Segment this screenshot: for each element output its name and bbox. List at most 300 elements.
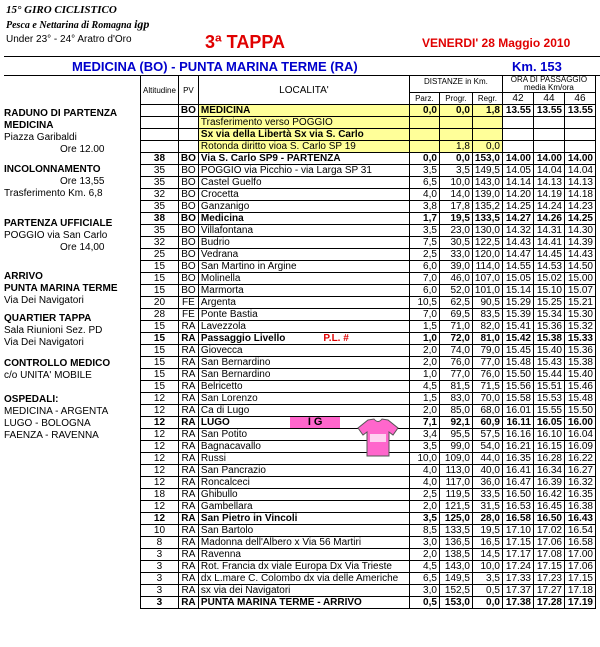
row-time-44: 17.23 (533, 573, 564, 585)
row-altitude: 12 (141, 405, 179, 417)
row-locality (198, 261, 409, 273)
row-parz: 2,0 (409, 501, 439, 513)
info-line: PUNTA MARINA TERME (4, 283, 118, 294)
route-km: Km. 153 (512, 59, 562, 74)
row-time-44: 15.10 (533, 285, 564, 297)
row-locality (198, 117, 409, 129)
info-heading: CONTROLLO MEDICO (4, 358, 111, 369)
row-time-44: 16.39 (533, 477, 564, 489)
row-progr: 152,5 (439, 585, 472, 597)
col-parz: Parz. (409, 93, 439, 105)
row-parz: 1,7 (409, 213, 439, 225)
row-time-46: 14.23 (564, 201, 595, 213)
table-row (141, 309, 596, 321)
row-time-42: 14.20 (502, 189, 533, 201)
row-time-44: 14.41 (533, 237, 564, 249)
row-time-42: 14.55 (502, 261, 533, 273)
row-regr (472, 129, 502, 141)
row-time-44: 15.43 (533, 357, 564, 369)
row-regr: 83,5 (472, 309, 502, 321)
row-time-42: 16.35 (502, 453, 533, 465)
info-line: Via Dei Navigatori (4, 337, 84, 348)
event-title: 15° GIRO CICLISTICO (6, 4, 117, 16)
row-time-42: 16.58 (502, 513, 533, 525)
row-locality (198, 369, 409, 381)
row-time-46: 15.32 (564, 321, 595, 333)
row-regr: 0,0 (472, 141, 502, 153)
table-row (141, 141, 596, 153)
locality-name: Molinella (200, 273, 241, 284)
row-locality (198, 105, 409, 117)
col-ora-label: ORA DI PASSAGGIO (510, 75, 588, 84)
locality-name: Ganzanigo (200, 201, 250, 212)
col-regr: Regr. (472, 93, 502, 105)
locality-name: San Bernardino (200, 357, 271, 368)
row-time-42: 16.11 (502, 417, 533, 429)
row-locality (198, 501, 409, 513)
table-row (141, 333, 596, 345)
row-parz: 2,0 (409, 405, 439, 417)
row-time-44: 17.06 (533, 537, 564, 549)
row-progr: 81,5 (439, 381, 472, 393)
row-altitude: 12 (141, 465, 179, 477)
row-altitude: 35 (141, 165, 179, 177)
row-province: BO (178, 165, 198, 177)
info-heading: ARRIVO (4, 271, 43, 282)
locality-name: San Bernardino (200, 369, 271, 380)
row-province: RA (178, 537, 198, 549)
info-line: POGGIO via San Carlo (4, 230, 108, 241)
row-regr: 153,0 (472, 153, 502, 165)
row-time-42: 16.21 (502, 441, 533, 453)
row-time-44 (533, 141, 564, 153)
row-time-46: 15.40 (564, 369, 595, 381)
row-altitude: 12 (141, 453, 179, 465)
locality-name: Ca di Lugo (200, 405, 250, 416)
row-parz: 2,0 (409, 357, 439, 369)
table-row (141, 249, 596, 261)
row-locality (198, 381, 409, 393)
row-altitude (141, 141, 179, 153)
row-province: BO (178, 225, 198, 237)
row-time-46: 14.04 (564, 165, 595, 177)
row-progr: 1,8 (439, 141, 472, 153)
row-time-44: 15.53 (533, 393, 564, 405)
row-locality (198, 273, 409, 285)
row-province (178, 117, 198, 129)
row-time-46 (564, 129, 595, 141)
locality-name: Via S. Carlo SP9 - PARTENZA (200, 153, 341, 164)
row-time-44: 17.02 (533, 525, 564, 537)
row-altitude: 35 (141, 201, 179, 213)
row-locality (198, 345, 409, 357)
row-progr: 109,0 (439, 453, 472, 465)
row-altitude: 20 (141, 297, 179, 309)
row-province: BO (178, 189, 198, 201)
row-regr: 14,5 (472, 549, 502, 561)
row-progr: 33,0 (439, 249, 472, 261)
row-altitude (141, 105, 179, 117)
row-time-42: 17.17 (502, 549, 533, 561)
locality-name: LUGO (200, 417, 230, 428)
col-localita: LOCALITA' (198, 76, 409, 105)
info-line: LUGO - BOLOGNA (4, 418, 91, 429)
row-time-42: 15.05 (502, 273, 533, 285)
row-province: BO (178, 201, 198, 213)
row-progr: 143,0 (439, 561, 472, 573)
row-altitude: 12 (141, 513, 179, 525)
row-regr: 54,0 (472, 441, 502, 453)
row-province: BO (178, 273, 198, 285)
table-row (141, 393, 596, 405)
row-time-44 (533, 117, 564, 129)
row-province: RA (178, 357, 198, 369)
locality-name: Gambellara (200, 501, 253, 512)
row-time-46 (564, 117, 595, 129)
row-time-46: 14.30 (564, 225, 595, 237)
row-province: RA (178, 501, 198, 513)
row-province: RA (178, 585, 198, 597)
locality-name: Giovecca (200, 345, 243, 356)
row-parz: 6,0 (409, 285, 439, 297)
row-progr: 71,0 (439, 321, 472, 333)
row-parz: 0,0 (409, 105, 439, 117)
row-regr: 0,5 (472, 585, 502, 597)
row-altitude: 35 (141, 177, 179, 189)
row-time-44: 14.19 (533, 189, 564, 201)
row-time-42: 17.10 (502, 525, 533, 537)
row-regr: 70,0 (472, 393, 502, 405)
row-time-46: 15.36 (564, 345, 595, 357)
row-altitude: 15 (141, 321, 179, 333)
row-parz: 6,5 (409, 177, 439, 189)
row-progr: 83,0 (439, 393, 472, 405)
row-time-42: 15.42 (502, 333, 533, 345)
row-time-44: 16.10 (533, 429, 564, 441)
row-province: RA (178, 465, 198, 477)
row-province: RA (178, 441, 198, 453)
row-province: RA (178, 453, 198, 465)
row-locality (198, 297, 409, 309)
row-parz: 2,0 (409, 549, 439, 561)
row-province: BO (178, 153, 198, 165)
row-altitude: 32 (141, 237, 179, 249)
row-province: BO (178, 213, 198, 225)
row-locality (198, 561, 409, 573)
locality-name: Argenta (200, 297, 236, 308)
row-regr: 19,5 (472, 525, 502, 537)
table-row (141, 489, 596, 501)
row-progr: 153,0 (439, 597, 472, 609)
row-progr: 95,5 (439, 429, 472, 441)
row-parz: 7,5 (409, 237, 439, 249)
stage-date: VENERDI' 28 Maggio 2010 (422, 36, 571, 50)
row-time-44: 14.31 (533, 225, 564, 237)
row-province: BO (178, 237, 198, 249)
row-progr: 10,0 (439, 177, 472, 189)
col-pv: PV (178, 76, 198, 105)
row-time-46: 16.35 (564, 489, 595, 501)
row-time-46: 15.30 (564, 309, 595, 321)
row-altitude: 15 (141, 261, 179, 273)
table-row (141, 225, 596, 237)
row-locality (198, 321, 409, 333)
locality-name: Rotonda diritto vioa S. Carlo SP 19 (200, 141, 356, 152)
locality-name: San Pancrazio (200, 465, 266, 476)
row-time-42 (502, 117, 533, 129)
row-progr: 19,5 (439, 213, 472, 225)
row-time-44: 15.34 (533, 309, 564, 321)
row-regr: 60,9 (472, 417, 502, 429)
row-progr (439, 129, 472, 141)
row-parz: 4,5 (409, 561, 439, 573)
locality-name: Crocetta (200, 189, 239, 200)
row-time-46: 14.43 (564, 249, 595, 261)
row-time-42: 13.55 (502, 105, 533, 117)
row-regr: 68,0 (472, 405, 502, 417)
row-altitude: 28 (141, 309, 179, 321)
row-parz: 4,5 (409, 381, 439, 393)
row-regr: 36,0 (472, 477, 502, 489)
row-locality (198, 225, 409, 237)
row-province (178, 129, 198, 141)
row-province: RA (178, 597, 198, 609)
row-altitude: 12 (141, 441, 179, 453)
info-line: Ore 13,55 (60, 176, 105, 187)
locality-name: Budrio (200, 237, 230, 248)
locality-name: Roncalceci (200, 477, 250, 488)
row-time-42: 17.24 (502, 561, 533, 573)
row-parz: 3,0 (409, 585, 439, 597)
table-row (141, 573, 596, 585)
stage-title: 3ª TAPPA (205, 32, 286, 52)
row-progr: 74,0 (439, 345, 472, 357)
row-time-46: 14.18 (564, 189, 595, 201)
row-time-42: 15.41 (502, 321, 533, 333)
row-locality (198, 201, 409, 213)
row-time-42: 15.50 (502, 369, 533, 381)
table-row (141, 345, 596, 357)
row-locality (198, 129, 409, 141)
row-time-46: 16.04 (564, 429, 595, 441)
row-locality (198, 141, 409, 153)
pink-jersey-icon (356, 418, 400, 458)
row-time-46: 16.38 (564, 501, 595, 513)
table-row (141, 261, 596, 273)
row-time-46: 15.07 (564, 285, 595, 297)
row-regr: 57,5 (472, 429, 502, 441)
row-province: RA (178, 477, 198, 489)
row-progr: 23,0 (439, 225, 472, 237)
row-time-44 (533, 129, 564, 141)
row-time-42: 14.32 (502, 225, 533, 237)
row-time-44: 14.45 (533, 249, 564, 261)
table-row (141, 153, 596, 165)
row-altitude: 15 (141, 345, 179, 357)
row-regr: 122,5 (472, 237, 502, 249)
table-row (141, 537, 596, 549)
row-progr: 133,5 (439, 525, 472, 537)
table-row (141, 561, 596, 573)
table-row (141, 405, 596, 417)
row-altitude: 3 (141, 585, 179, 597)
row-time-46: 15.38 (564, 357, 595, 369)
row-parz (409, 141, 439, 153)
row-time-42: 14.43 (502, 237, 533, 249)
row-time-46: 14.13 (564, 177, 595, 189)
row-parz: 2,5 (409, 249, 439, 261)
row-parz: 1,0 (409, 369, 439, 381)
row-province: RA (178, 573, 198, 585)
row-time-44: 14.53 (533, 261, 564, 273)
table-row (141, 357, 596, 369)
row-locality (198, 213, 409, 225)
row-time-46: 16.27 (564, 465, 595, 477)
event-sponsor: Pesca e Nettarina di Romagna (6, 20, 132, 31)
row-locality (198, 465, 409, 477)
row-province: RA (178, 345, 198, 357)
table-row (141, 189, 596, 201)
row-locality (198, 357, 409, 369)
row-time-42: 17.33 (502, 573, 533, 585)
row-parz: 3,5 (409, 441, 439, 453)
row-province: RA (178, 513, 198, 525)
row-parz: 7,0 (409, 273, 439, 285)
row-regr: 3,5 (472, 573, 502, 585)
locality-name: Medicina (200, 213, 244, 224)
row-time-44: 15.38 (533, 333, 564, 345)
row-time-44: 14.04 (533, 165, 564, 177)
row-time-42: 14.00 (502, 153, 533, 165)
table-row (141, 321, 596, 333)
row-time-44: 15.02 (533, 273, 564, 285)
row-parz: 2,5 (409, 489, 439, 501)
table-row (141, 165, 596, 177)
row-altitude (141, 117, 179, 129)
row-locality (198, 573, 409, 585)
row-province: RA (178, 549, 198, 561)
row-parz: 3,5 (409, 225, 439, 237)
row-altitude: 15 (141, 285, 179, 297)
table-row (141, 237, 596, 249)
row-regr: 149,5 (472, 165, 502, 177)
row-parz: 10,5 (409, 297, 439, 309)
table-row (141, 465, 596, 477)
info-line: Ore 12.00 (60, 144, 105, 155)
row-province (178, 141, 198, 153)
info-heading: OSPEDALI: (4, 394, 59, 405)
row-altitude: 3 (141, 597, 179, 609)
info-block (4, 394, 140, 442)
row-parz: 0,5 (409, 597, 439, 609)
info-line: Sala Riunioni Sez. PD (4, 325, 103, 336)
locality-name: Ghibullo (200, 489, 238, 500)
row-time-46: 16.00 (564, 417, 595, 429)
row-time-42: 14.05 (502, 165, 533, 177)
row-regr: 0,0 (472, 597, 502, 609)
row-progr: 85,0 (439, 405, 472, 417)
row-parz: 10,0 (409, 453, 439, 465)
locality-name: PUNTA MARINA TERME - ARRIVO (200, 597, 362, 608)
row-locality (198, 309, 409, 321)
row-progr: 125,0 (439, 513, 472, 525)
row-progr: 3,5 (439, 165, 472, 177)
locality-name: Rot. Francia dx viale Europa Dx Via Trieste (200, 561, 392, 572)
row-time-42: 14.14 (502, 177, 533, 189)
row-time-46: 16.09 (564, 441, 595, 453)
table-row (141, 297, 596, 309)
row-time-46: 17.18 (564, 585, 595, 597)
col-media-label: media Km/ora (524, 83, 574, 92)
locality-name: Russi (200, 453, 226, 464)
locality-name: Vedrana (200, 249, 239, 260)
row-time-44: 14.24 (533, 201, 564, 213)
row-parz: 7,0 (409, 309, 439, 321)
table-row (141, 213, 596, 225)
locality-name: Belricetto (200, 381, 243, 392)
row-progr: 113,0 (439, 465, 472, 477)
row-altitude: 12 (141, 477, 179, 489)
row-altitude: 38 (141, 213, 179, 225)
row-altitude: 10 (141, 525, 179, 537)
col-speed-42: 42 (502, 93, 533, 105)
row-progr: 69,5 (439, 309, 472, 321)
row-time-46: 17.19 (564, 597, 595, 609)
row-parz: 1,5 (409, 393, 439, 405)
row-regr: 107,0 (472, 273, 502, 285)
row-time-44: 16.15 (533, 441, 564, 453)
row-altitude (141, 129, 179, 141)
row-time-42: 16.41 (502, 465, 533, 477)
row-progr: 149,5 (439, 573, 472, 585)
row-time-42: 15.58 (502, 393, 533, 405)
row-time-42: 16.16 (502, 429, 533, 441)
row-progr: 121,5 (439, 501, 472, 513)
info-line: Trasferimento Km. 6,8 (4, 188, 103, 199)
row-progr: 14,0 (439, 189, 472, 201)
row-time-42: 16.53 (502, 501, 533, 513)
row-parz (409, 129, 439, 141)
row-locality (198, 165, 409, 177)
info-block (4, 218, 140, 254)
row-time-46 (564, 141, 595, 153)
row-province: RA (178, 417, 198, 429)
row-parz: 8,5 (409, 525, 439, 537)
locality-name: Marmorta (200, 285, 244, 296)
row-time-46: 17.00 (564, 549, 595, 561)
row-time-42 (502, 129, 533, 141)
row-regr: 139,0 (472, 189, 502, 201)
divider-top (4, 56, 600, 57)
info-heading: RADUNO DI PARTENZA (4, 108, 118, 119)
row-time-44: 16.50 (533, 513, 564, 525)
row-locality (198, 249, 409, 261)
info-block (4, 313, 140, 349)
table-row (141, 501, 596, 513)
info-line: Piazza Garibaldi (4, 132, 77, 143)
row-altitude: 18 (141, 489, 179, 501)
locality-name: Trasferimento verso POGGIO (200, 117, 333, 128)
row-progr: 72,0 (439, 333, 472, 345)
row-province: FE (178, 297, 198, 309)
row-time-44: 16.28 (533, 453, 564, 465)
row-locality (198, 477, 409, 489)
locality-name: dx L.mare C. Colombo dx via delle Americhe (200, 573, 399, 584)
locality-name: sx via dei Navigatori (200, 585, 291, 596)
row-regr: 120,0 (472, 249, 502, 261)
row-time-42: 17.38 (502, 597, 533, 609)
row-time-42: 15.45 (502, 345, 533, 357)
